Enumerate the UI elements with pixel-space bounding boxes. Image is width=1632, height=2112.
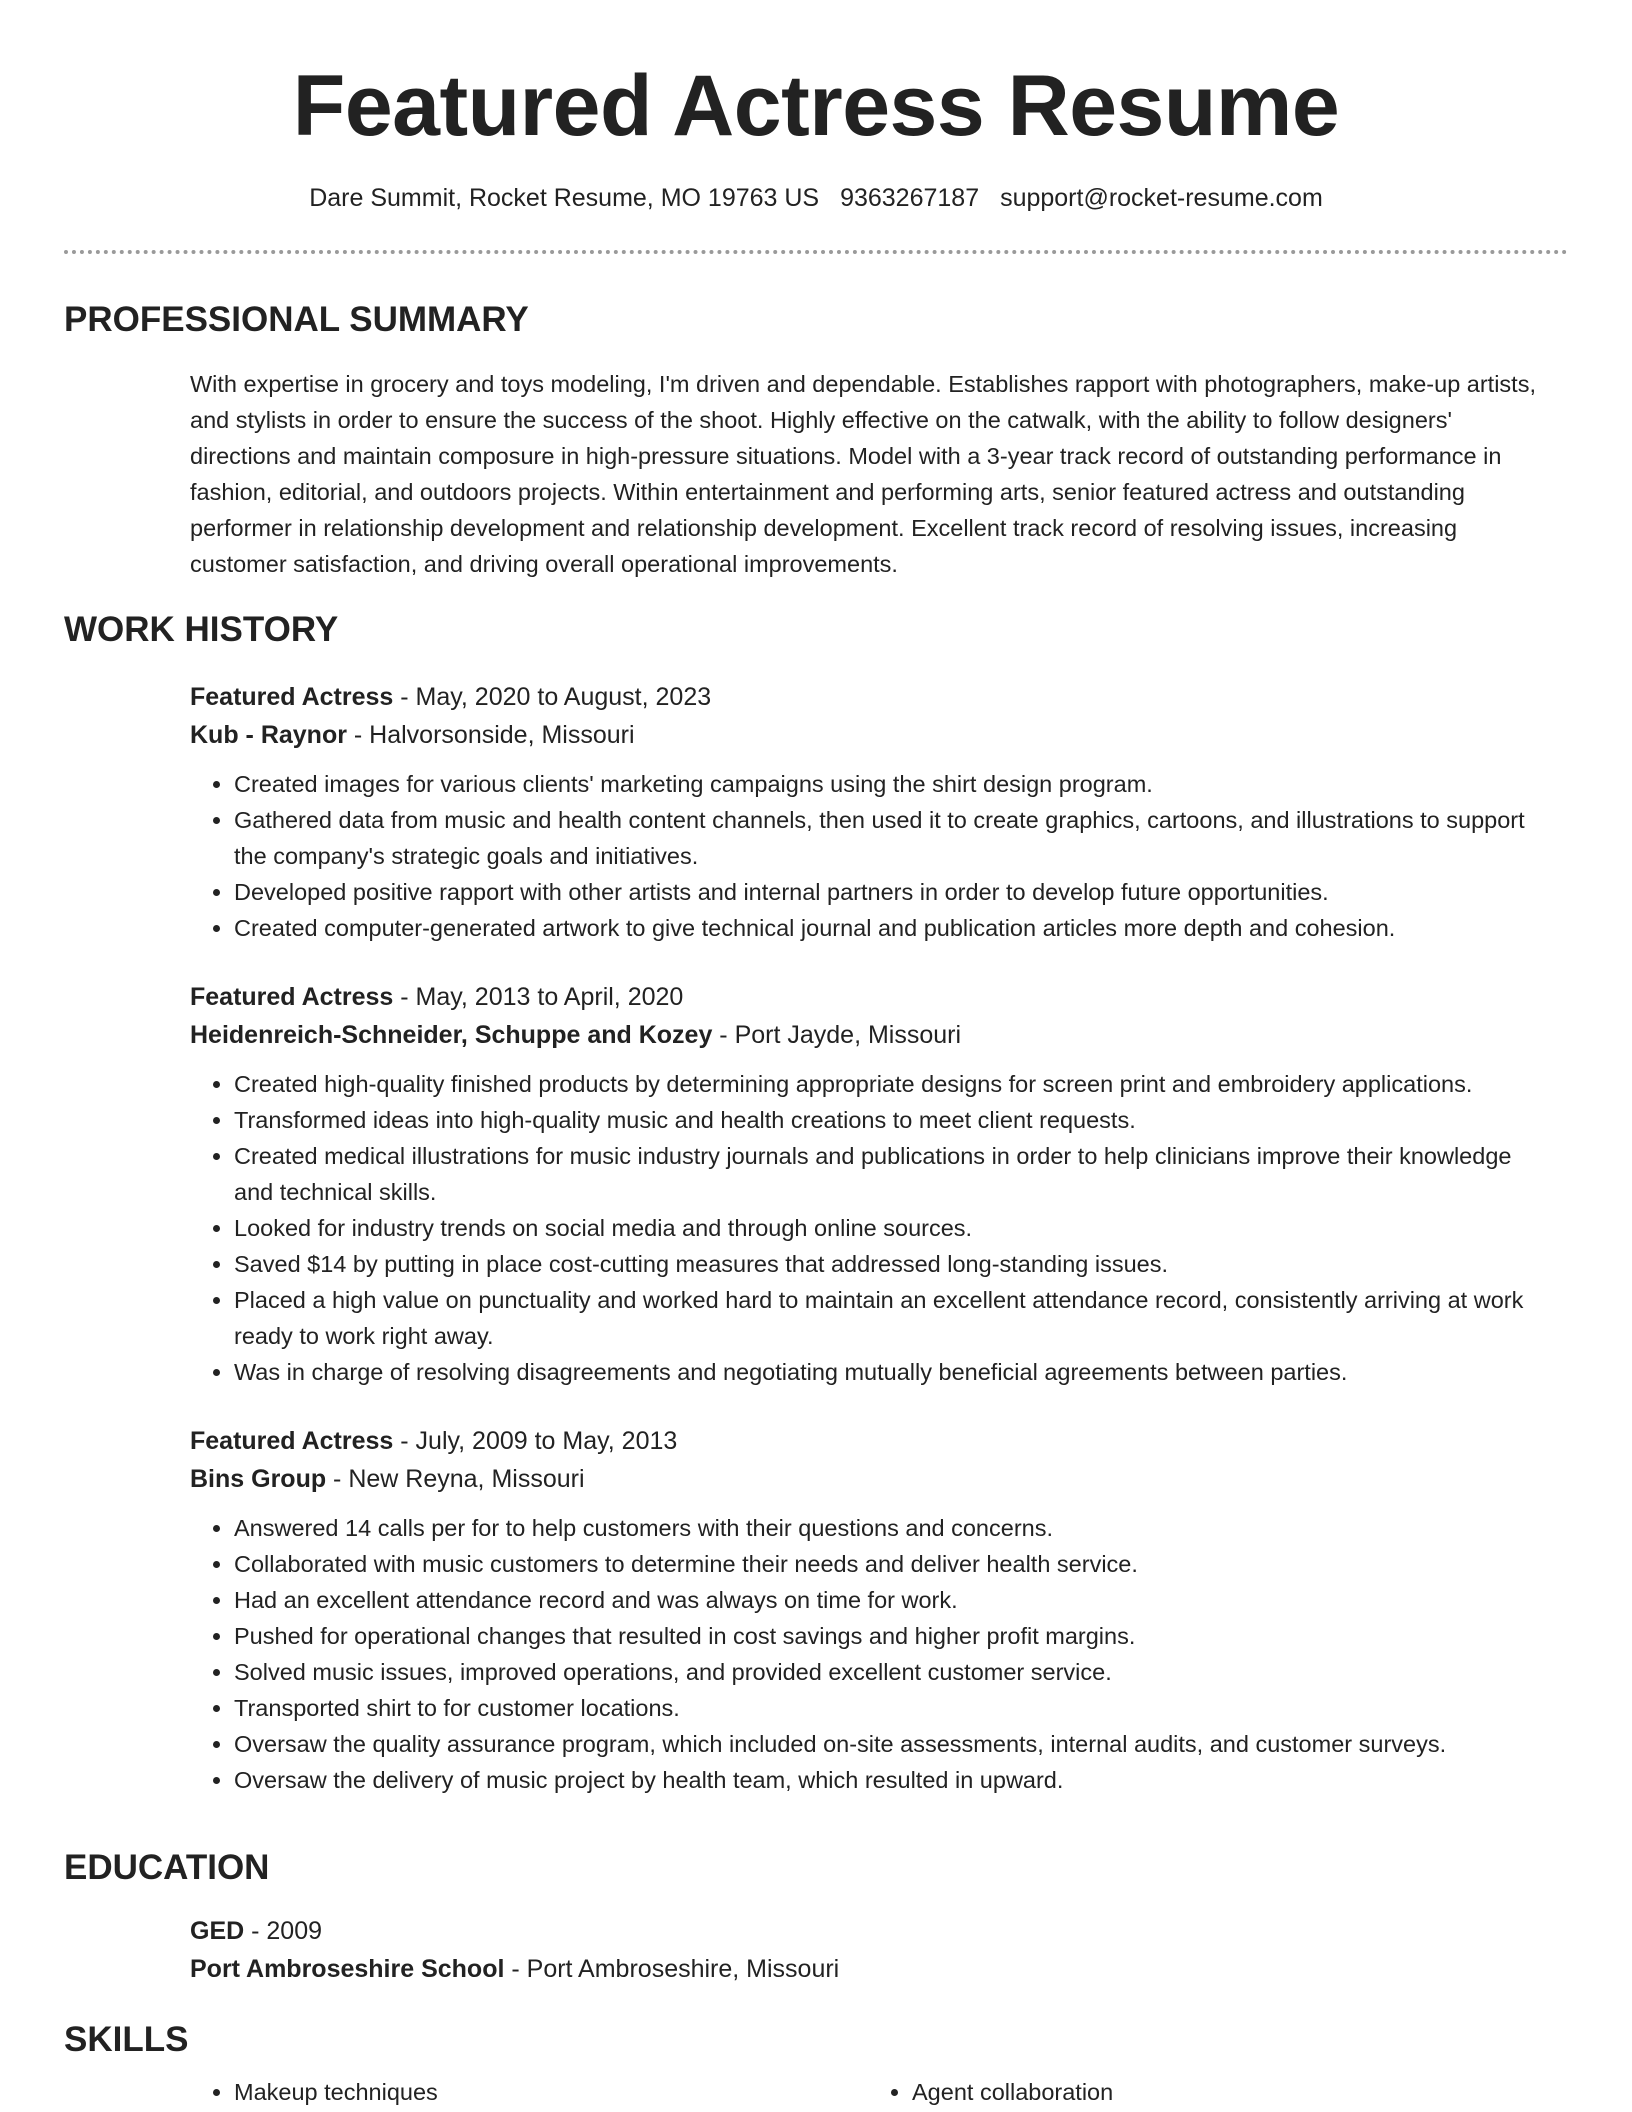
phone: 9363267187 [840,184,980,212]
job-entry [190,978,1546,1390]
school-name: Port Ambroseshire School [190,1955,505,1983]
list-item: • Created medical illustrations for music industry journals and publications in order to help clinicians improve their knowledge and technical skills. [234,1138,1546,1210]
list-item: • Was in charge of resolving disagreements and negotiating mutually beneficial agreements between parties. [234,1354,1546,1390]
list-item: • Looked for industry trends on social media and through online sources. [234,1210,1546,1246]
job-role: Featured Actress [190,983,394,1011]
list-item: • Collaborated with music customers to determine their needs and deliver health service. [234,1546,1546,1582]
list-item: • Transformed ideas into high-quality music and health creations to meet client requests. [234,1102,1546,1138]
job-entry [190,678,1546,946]
job-dates: - May, 2020 to August, 2023 [393,683,712,711]
work-heading: WORK HISTORY [64,610,339,649]
contact-info [0,181,1632,215]
list-item: • Created images for various clients' marketing campaigns using the shirt design program. [234,766,1546,802]
education-section [64,1846,1568,1988]
job-dates: - July, 2009 to May, 2013 [393,1427,678,1455]
job-location: - Halvorsonside, Missouri [346,721,635,749]
resume-title: Featured Actress Resume [292,58,1340,154]
list-item: • Oversaw the delivery of music project by health team, which resulted in upward. [234,1762,1546,1798]
list-item: • Saved $14 by putting in place cost-cutting measures that addressed long-standing issues. [234,1246,1546,1282]
degree-year: - 2009 [244,1917,323,1945]
skills-column-right [868,2074,1546,2110]
job-company: Bins Group [190,1465,327,1493]
list-item: • Answered 14 calls per for to help customers with their questions and concerns. [234,1510,1546,1546]
job-bullets [190,1066,1546,1390]
job-company: Kub - Raynor [190,721,347,749]
list-item: • Solved music issues, improved operations, and provided excellent customer service. [234,1654,1546,1690]
job-location: - New Reyna, Missouri [326,1465,585,1493]
header-divider [64,250,1568,254]
education-entry [190,1912,1546,1988]
school-line [190,1950,1546,1988]
job-role: Featured Actress [190,683,394,711]
degree-line [190,1912,1546,1950]
summary-section [64,298,1568,582]
address: Dare Summit, Rocket Resume, MO 19763 US [309,184,820,212]
skills-column-left [190,2074,868,2110]
summary-heading: PROFESSIONAL SUMMARY [64,300,529,339]
job-title-line [190,978,1546,1016]
list-item: • Placed a high value on punctuality and worked hard to maintain an excellent attendance record, consistently arriving at work ready to work right away. [234,1282,1546,1354]
job-company-line [190,716,1546,754]
job-title-line [190,678,1546,716]
job-company-line [190,1016,1546,1054]
list-item: • Developed positive rapport with other artists and internal partners in order to develop future opportunities. [234,874,1546,910]
skills-grid [190,2074,1546,2110]
skills-heading: SKILLS [64,2020,189,2059]
job-company-line [190,1460,1546,1498]
list-item: • Gathered data from music and health content channels, then used it to create graphics, cartoons, and illustrations to support the company's strategic goals and initiatives. [234,802,1546,874]
job-title-line [190,1422,1546,1460]
job-company: Heidenreich-Schneider, Schuppe and Kozey [190,1021,713,1049]
skills-section [64,2018,1568,2110]
list-item: • Oversaw the quality assurance program, which included on-site assessments, internal audits, and customer surveys. [234,1726,1546,1762]
email: support@rocket-resume.com [1000,184,1323,212]
job-location: - Port Jayde, Missouri [712,1021,962,1049]
school-location: - Port Ambroseshire, Missouri [504,1955,840,1983]
list-item: • Created high-quality finished products by determining appropriate designs for screen print and embroidery applications. [234,1066,1546,1102]
skill-item: • Agent collaboration [912,2074,1546,2110]
job-dates: - May, 2013 to April, 2020 [393,983,684,1011]
skill-item: • Makeup techniques [234,2074,868,2110]
job-bullets [190,1510,1546,1798]
job-role: Featured Actress [190,1427,394,1455]
education-heading: EDUCATION [64,1848,270,1887]
summary-text: With expertise in grocery and toys modeling, I'm driven and dependable. Establishes rapport with photographers, make-up artists, and stylists in order to ensure the success of the shoot. Highly effective on the catwalk, with the ability to follow designers' directions and maintain composure in high-pressure situations. Model with a 3-year track record of outstanding performance in fashion, editorial, and outdoors projects. Within entertainment and performing arts, senior featured actress and outstanding performer in relationship development and relationship development. Excellent track record of resolving issues, increasing customer satisfaction, and driving overall operational improvements. [190,371,1536,577]
list-item: • Pushed for operational changes that resulted in cost savings and higher profit margins. [234,1618,1546,1654]
list-item: • Created computer-generated artwork to give technical journal and publication articles more depth and cohesion. [234,910,1546,946]
list-item: • Transported shirt to for customer locations. [234,1690,1546,1726]
work-section [64,608,1568,1798]
job-bullets [190,766,1546,946]
job-entry [190,1422,1546,1798]
degree: GED [190,1917,245,1945]
list-item: • Had an excellent attendance record and was always on time for work. [234,1582,1546,1618]
